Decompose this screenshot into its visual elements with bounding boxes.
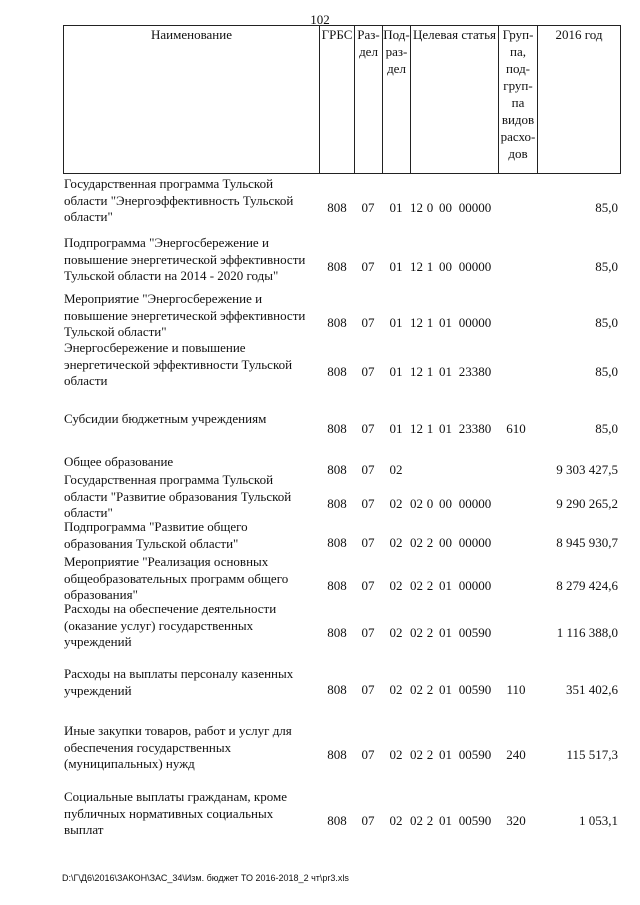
row-podrazdel: 01: [389, 364, 403, 379]
row-grbs: 808: [327, 259, 347, 274]
row-cs-event: 01: [439, 813, 452, 828]
row-name-line: публичных нормативных социальных: [64, 805, 274, 821]
row-cs-program: 12: [410, 259, 423, 274]
header-podrazdel: Под- раз- дел: [383, 26, 411, 174]
row-grbs: 808: [327, 535, 347, 550]
row-grbs: 808: [327, 315, 347, 330]
row-cs-event: 01: [439, 747, 452, 762]
row-razdel: 07: [361, 200, 375, 215]
row-razdel: 07: [361, 315, 375, 330]
row-amount: 85,0: [595, 259, 618, 274]
row-name: [64, 291, 314, 341]
row-razdel: 07: [361, 496, 375, 511]
header-year: 2016 год: [538, 26, 621, 174]
row-razdel: 07: [361, 682, 375, 697]
row-cs-direction: 00000: [458, 496, 492, 511]
row-name-line: обеспечения государственных: [64, 739, 232, 755]
row-name: [64, 601, 314, 651]
row-name-line: энергетической эффективности Тульской: [64, 356, 293, 372]
row-name-line: области": [64, 505, 113, 520]
row-name-line: Расходы на выплаты персоналу казенных: [64, 666, 294, 681]
row-cs-program: 12: [410, 421, 423, 436]
row-name-line: Тульской области": [64, 324, 167, 339]
row-podrazdel: 02: [389, 578, 403, 593]
row-cs-program: 12: [410, 200, 423, 215]
header-gruppa: Груп- па, под- груп- па видов расхо- дов: [499, 26, 538, 174]
row-name-line: Расходы на обеспечение деятельности: [64, 601, 277, 616]
row-name: [64, 666, 314, 699]
row-cs-program: 12: [410, 364, 423, 379]
row-cs-program: 02: [410, 496, 423, 511]
row-cs-event: 01: [439, 625, 452, 640]
row-cs-event: 00: [439, 259, 452, 274]
row-name-line: учреждений: [64, 634, 132, 649]
row-name-line: Подпрограмма "Энергосбережение и: [64, 235, 269, 250]
row-amount: 1 053,1: [579, 813, 618, 828]
row-name-line: общеобразовательных программ общего: [64, 570, 289, 586]
row-name-line: образования Тульской области": [64, 535, 239, 551]
row-name-line: Мероприятие "Энергосбережение и: [64, 291, 263, 306]
row-name-line: (муниципальных) нужд: [64, 756, 195, 771]
row-razdel: 07: [361, 578, 375, 593]
row-name: [64, 519, 314, 552]
row-cs-direction: 00000: [458, 200, 492, 215]
row-amount: 85,0: [595, 421, 618, 436]
row-podrazdel: 01: [389, 421, 403, 436]
row-name-line: Подпрограмма "Развитие общего: [64, 519, 248, 534]
row-cs-program: 02: [410, 578, 423, 593]
row-amount: 85,0: [595, 364, 618, 379]
row-razdel: 07: [361, 625, 375, 640]
row-cs-subprogram: 0: [426, 496, 434, 511]
row-cs-event: 00: [439, 200, 452, 215]
row-amount: 8 279 424,6: [556, 578, 618, 593]
row-cs-direction: 00590: [458, 625, 492, 640]
row-name: [64, 235, 314, 285]
row-razdel: 07: [361, 421, 375, 436]
row-cs-direction: 00000: [458, 315, 492, 330]
row-name-line: Мероприятие "Реализация основных: [64, 554, 269, 569]
row-podrazdel: 02: [389, 462, 403, 477]
row-razdel: 07: [361, 259, 375, 274]
row-grbs: 808: [327, 496, 347, 511]
row-name-line: области: [64, 373, 108, 388]
row-name: [64, 176, 314, 226]
row-amount: 9 303 427,5: [556, 462, 618, 477]
row-amount: 8 945 930,7: [556, 535, 618, 550]
row-name-line: области": [64, 209, 113, 224]
row-podrazdel: 01: [389, 315, 403, 330]
row-name-line: образования": [64, 587, 138, 602]
row-razdel: 07: [361, 747, 375, 762]
row-name: [64, 789, 314, 839]
header-name: Наименование: [64, 26, 320, 174]
row-cs-program: 02: [410, 813, 423, 828]
row-name: [64, 454, 314, 471]
row-grbs: 808: [327, 462, 347, 477]
row-cs-subprogram: 2: [426, 813, 434, 828]
row-name: [64, 472, 314, 522]
row-amount: 85,0: [595, 200, 618, 215]
row-name-line: повышение энергетической эффективности: [64, 251, 306, 267]
row-cs-subprogram: 1: [426, 259, 434, 274]
row-name: [64, 411, 314, 428]
row-podrazdel: 01: [389, 200, 403, 215]
row-grbs: 808: [327, 200, 347, 215]
header-razdel: Раз- дел: [355, 26, 383, 174]
row-cs-event: 01: [439, 578, 452, 593]
row-cs-event: 01: [439, 682, 452, 697]
row-podrazdel: 02: [389, 813, 403, 828]
row-cs-subprogram: 2: [426, 535, 434, 550]
row-podrazdel: 02: [389, 682, 403, 697]
row-grbs: 808: [327, 625, 347, 640]
row-name: [64, 340, 314, 390]
row-razdel: 07: [361, 462, 375, 477]
row-name-line: Общее образование: [64, 454, 174, 469]
row-amount: 1 116 388,0: [556, 625, 618, 640]
row-cs-subprogram: 2: [426, 747, 434, 762]
row-grbs: 808: [327, 682, 347, 697]
row-cs-event: 00: [439, 535, 452, 550]
row-amount: 351 402,6: [566, 682, 618, 697]
header-grbs: ГРБС: [320, 26, 355, 174]
row-podrazdel: 02: [389, 496, 403, 511]
row-amount: 115 517,3: [566, 747, 618, 762]
row-cs-direction: 00000: [458, 578, 492, 593]
row-name-line: Тульской области на 2014 - 2020 годы": [64, 268, 279, 283]
row-gruppa: 320: [506, 813, 526, 828]
row-name-line: повышение энергетической эффективности: [64, 307, 306, 323]
row-name-line: Энергосбережение и повышение: [64, 340, 246, 355]
row-cs-program: 02: [410, 535, 423, 550]
row-cs-direction: 23380: [458, 421, 492, 436]
row-grbs: 808: [327, 421, 347, 436]
row-cs-event: 00: [439, 496, 452, 511]
row-cs-direction: 00590: [458, 813, 492, 828]
row-podrazdel: 01: [389, 259, 403, 274]
row-amount: 85,0: [595, 315, 618, 330]
row-cs-direction: 00590: [458, 682, 492, 697]
row-name-line: выплат: [64, 822, 104, 837]
row-podrazdel: 02: [389, 535, 403, 550]
row-name: [64, 554, 314, 604]
row-name-line: (оказание услуг) государственных: [64, 617, 254, 633]
row-name-line: Государственная программа Тульской: [64, 472, 274, 487]
row-cs-program: 12: [410, 315, 423, 330]
header-celevaya: Целевая статья: [411, 26, 499, 174]
row-cs-event: 01: [439, 421, 452, 436]
row-gruppa: 240: [506, 747, 526, 762]
row-cs-event: 01: [439, 315, 452, 330]
row-podrazdel: 02: [389, 625, 403, 640]
row-cs-direction: 00590: [458, 747, 492, 762]
row-razdel: 07: [361, 364, 375, 379]
row-name-line: Государственная программа Тульской: [64, 176, 274, 191]
file-path-footer: D:\Г\Д6\2016\ЗАКОН\ЗАС_34\Изм. бюджет ТО 2016-2018_2 чт\pr3.xls: [62, 873, 349, 883]
row-cs-direction: 00000: [458, 535, 492, 550]
row-grbs: 808: [327, 747, 347, 762]
page-number: 102: [310, 12, 330, 27]
row-cs-direction: 23380: [458, 364, 492, 379]
row-cs-subprogram: 2: [426, 578, 434, 593]
row-gruppa: 110: [506, 682, 526, 697]
table-header: [63, 25, 621, 174]
row-gruppa: 610: [506, 421, 526, 436]
row-cs-subprogram: 1: [426, 315, 434, 330]
row-grbs: 808: [327, 813, 347, 828]
row-cs-event: 01: [439, 364, 452, 379]
row-cs-direction: 00000: [458, 259, 492, 274]
row-grbs: 808: [327, 578, 347, 593]
row-cs-subprogram: 2: [426, 682, 434, 697]
row-cs-subprogram: 1: [426, 364, 434, 379]
row-name-line: учреждений: [64, 682, 132, 698]
row-razdel: 07: [361, 535, 375, 550]
row-grbs: 808: [327, 364, 347, 379]
row-name-line: области "Развитие образования Тульской: [64, 488, 292, 504]
row-name-line: Социальные выплаты гражданам, кроме: [64, 789, 287, 804]
row-cs-subprogram: 0: [426, 200, 434, 215]
row-cs-program: 02: [410, 625, 423, 640]
row-name-line: области "Энергоэффективность Тульской: [64, 192, 294, 208]
row-cs-program: 02: [410, 682, 423, 697]
row-cs-subprogram: 2: [426, 625, 434, 640]
row-name-line: Иные закупки товаров, работ и услуг для: [64, 723, 292, 738]
row-amount: 9 290 265,2: [556, 496, 618, 511]
row-podrazdel: 02: [389, 747, 403, 762]
row-cs-subprogram: 1: [426, 421, 434, 436]
row-cs-program: 02: [410, 747, 423, 762]
row-name: [64, 723, 314, 773]
row-name-line: Субсидии бюджетным учреждениям: [64, 411, 267, 426]
row-razdel: 07: [361, 813, 375, 828]
